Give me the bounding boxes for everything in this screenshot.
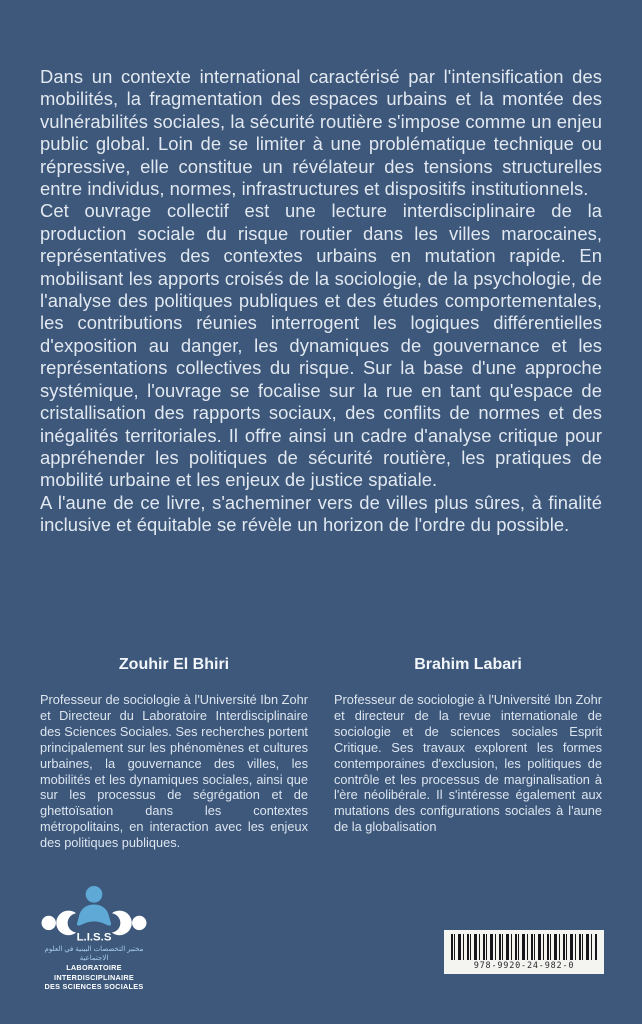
synopsis [40, 66, 602, 537]
author-bio: Professeur de sociologie à l'Université Ibn Zohr et Directeur du Laboratoire Interdisciplinaire des Sciences Sociales. Ses recherches portent principalement sur les phénomènes et cultures urbaines, la gouvernance des villes, les mobilités et les dynamiques sociales, ainsi que sur les processus de ségrégation et de ghettoïsation dans les contextes métropolitains, en interaction avec les enjeux des politiques publiques. [40, 692, 308, 851]
synopsis-paragraph: A l'aune de ce livre, s'acheminer vers de villes plus sûres, à finalité inclusive et équitable se révèle un horizon de l'ordre du possible. [40, 491, 602, 536]
right-person-head-icon [132, 916, 146, 930]
author-right [334, 656, 602, 851]
author-name: Zouhir El Bhiri [118, 656, 230, 673]
logo-arabic-line: مختبر التخصصات البينية في العلوم الاجتماعية [44, 946, 144, 962]
synopsis-paragraph: Dans un contexte international caractérisé par l'intensification des mobilités, la fragmentation des espaces urbains et la montée des vulnérabilités sociales, la sécurité routière s'impose comme un enjeu public global. Loin de se limiter à une problématique technique ou répressive, elle constitue un révélateur des tensions structurelles entre individus, normes, infrastructures et dispositifs institutionnels. [40, 66, 603, 200]
liss-acronym: L.I.S.S [76, 931, 112, 944]
logo-name-line1: LABORATOIRE INTERDISCIPLINAIRE [54, 963, 134, 982]
top-person-head-icon [86, 886, 103, 903]
left-person-head-icon [42, 916, 56, 930]
author-name: Brahim Labari [414, 656, 522, 673]
logo-name-line2: DES SCIENCES SOCIALES [44, 982, 144, 991]
liss-logo [34, 886, 154, 992]
authors-section [40, 656, 602, 851]
isbn-barcode [444, 930, 604, 974]
isbn-number: 978-9920-24-982-0 [473, 961, 575, 971]
top-person-body-icon [77, 904, 111, 925]
author-left [40, 656, 308, 851]
barcode-bars-icon [451, 934, 597, 960]
synopsis-paragraph: Cet ouvrage collectif est une lecture interdisciplinaire de la production sociale du risque routier dans les villes marocaines, représentatives des contextes urbains en mutation rapide. En mobilisant les apports croisés de la sociologie, de la psychologie, de l'analyse des politiques publiques et des études comportementales, les contributions réunies interrogent les logiques différentielles d'exposition au danger, les dynamiques de gouvernance et les représentations collectives du risque. Sur la base d'une approche systémique, l'ouvrage se focalise sur la rue en tant qu'espace de cristallisation des rapports sociaux, des conflits de normes et des inégalités territoriales. Il offre ainsi un cadre d'analyse critique pour appréhender les politiques de sécurité routière, les pratiques de mobilité urbaine et les enjeux de justice spatiale. [40, 200, 602, 491]
people-around-table-icon [41, 886, 147, 944]
author-bio: Professeur de sociologie à l'Université Ibn Zohr et directeur de la revue internationale de sociologie et de sciences sociales Esprit Critique. Ses travaux explorent les formes contemporaines d'exclusion, les politiques de contrôle et les processus de marginalisation à l'ère néolibérale. Il s'intéresse également aux mutations des configurations sociales à l'aune de la globalisation [334, 692, 602, 835]
